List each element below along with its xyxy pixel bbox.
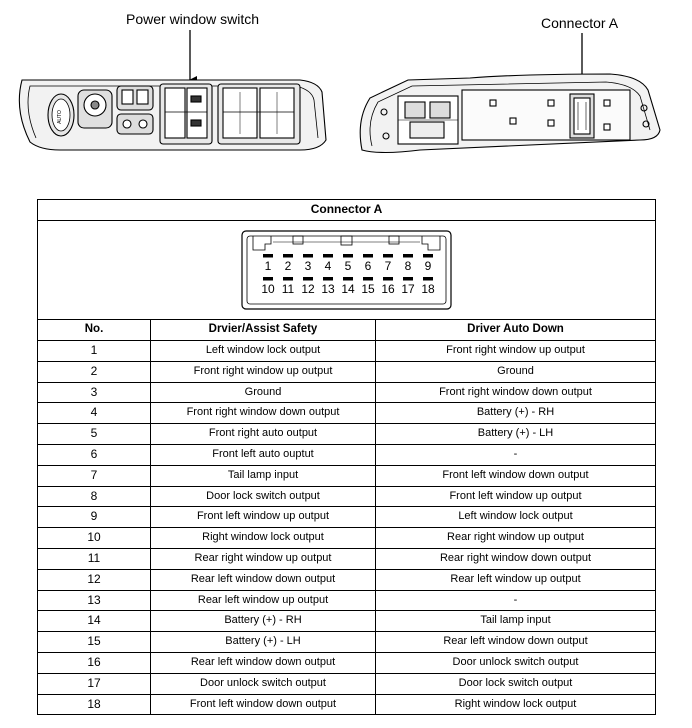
connector-diagram-cell	[38, 221, 656, 320]
power-window-switch-image	[19, 80, 326, 150]
table-header-row	[38, 320, 656, 341]
power-window-switch-label: Power window switch	[126, 11, 260, 27]
auto-down-function: Door unlock switch output	[376, 652, 656, 673]
auto-down-function: -	[376, 590, 656, 611]
auto-down-function: Rear right window down output	[376, 548, 656, 569]
safety-function: Front left auto ouptut	[151, 444, 376, 465]
table-row	[38, 548, 656, 569]
pin-no: 17	[38, 673, 151, 694]
pin-no: 13	[38, 590, 151, 611]
pin-number: 2	[284, 259, 292, 273]
pin-number: 3	[304, 259, 312, 273]
pin-no: 3	[38, 382, 151, 403]
safety-function: Right window lock output	[151, 528, 376, 549]
pin-number: 8	[404, 259, 412, 273]
table-row	[38, 694, 656, 715]
pin-no: 5	[38, 424, 151, 445]
auto-down-function: Front left window down output	[376, 465, 656, 486]
connector-a-label: Connector A	[541, 15, 619, 31]
auto-down-function: Left window lock output	[376, 507, 656, 528]
table-row	[38, 569, 656, 590]
pin-no: 14	[38, 611, 151, 632]
auto-down-function: Door lock switch output	[376, 673, 656, 694]
table-row	[38, 341, 656, 362]
auto-down-function: Rear left window up output	[376, 569, 656, 590]
safety-function: Rear left window down output	[151, 652, 376, 673]
pin-number: 11	[281, 282, 295, 296]
table-row	[38, 611, 656, 632]
pin-number: 14	[341, 282, 355, 296]
table-row	[38, 403, 656, 424]
pin-number: 15	[361, 282, 375, 296]
pin-number: 6	[364, 259, 372, 273]
auto-down-function: Rear right window up output	[376, 528, 656, 549]
table-row	[38, 424, 656, 445]
pin-no: 4	[38, 403, 151, 424]
table-row	[38, 444, 656, 465]
pin-no: 12	[38, 569, 151, 590]
pin-no: 8	[38, 486, 151, 507]
pin-number: 13	[321, 282, 335, 296]
safety-function: Door lock switch output	[151, 486, 376, 507]
safety-function: Rear left window up output	[151, 590, 376, 611]
pin-no: 10	[38, 528, 151, 549]
pin-number: 18	[421, 282, 435, 296]
table-row	[38, 632, 656, 653]
pin-number: 12	[301, 282, 315, 296]
connector-face	[241, 230, 452, 310]
auto-down-function: Front right window up output	[376, 341, 656, 362]
safety-function: Rear left window down output	[151, 569, 376, 590]
auto-down-function: Front left window up output	[376, 486, 656, 507]
auto-down-function: Front right window down output	[376, 382, 656, 403]
table-row	[38, 590, 656, 611]
safety-function: Battery (+) - RH	[151, 611, 376, 632]
pin-no: 1	[38, 341, 151, 362]
pin-rows	[38, 341, 656, 715]
table-row	[38, 673, 656, 694]
auto-down-function: Battery (+) - RH	[376, 403, 656, 424]
table-row	[38, 652, 656, 673]
safety-function: Left window lock output	[151, 341, 376, 362]
safety-function: Front right window up output	[151, 361, 376, 382]
pin-no: 7	[38, 465, 151, 486]
pin-number: 9	[424, 259, 432, 273]
table-row	[38, 465, 656, 486]
safety-function: Tail lamp input	[151, 465, 376, 486]
table-row	[38, 486, 656, 507]
pin-number: 7	[384, 259, 392, 273]
header-no: No.	[38, 320, 151, 341]
auto-down-function: Tail lamp input	[376, 611, 656, 632]
pin-no: 6	[38, 444, 151, 465]
safety-function: Rear right window up output	[151, 548, 376, 569]
table-row	[38, 361, 656, 382]
pin-no: 9	[38, 507, 151, 528]
auto-down-function: Rear left window down output	[376, 632, 656, 653]
table-row	[38, 528, 656, 549]
safety-function: Ground	[151, 382, 376, 403]
pin-no: 16	[38, 652, 151, 673]
pin-number: 17	[401, 282, 415, 296]
pin-no: 18	[38, 694, 151, 715]
safety-function: Front left window down output	[151, 694, 376, 715]
safety-function: Battery (+) - LH	[151, 632, 376, 653]
table-row	[38, 507, 656, 528]
table-title: Connector A	[38, 200, 656, 221]
header-auto-down: Driver Auto Down	[376, 320, 656, 341]
safety-function: Front right auto output	[151, 424, 376, 445]
safety-function: Door unlock switch output	[151, 673, 376, 694]
pin-number: 10	[261, 282, 275, 296]
pin-number: 16	[381, 282, 395, 296]
auto-down-function: Right window lock output	[376, 694, 656, 715]
auto-down-function: -	[376, 444, 656, 465]
pin-number: 5	[344, 259, 352, 273]
connector-a-pin-table	[37, 199, 656, 715]
switch-rear-image	[360, 74, 660, 153]
pin-number: 1	[264, 259, 272, 273]
safety-function: Front right window down output	[151, 403, 376, 424]
pin-no: 2	[38, 361, 151, 382]
switch-illustrations	[0, 0, 692, 190]
pin-number: 4	[324, 259, 332, 273]
safety-function: Front left window up output	[151, 507, 376, 528]
pin-no: 15	[38, 632, 151, 653]
pin-no: 11	[38, 548, 151, 569]
auto-down-function: Ground	[376, 361, 656, 382]
table-row	[38, 382, 656, 403]
auto-button-text: AUTO	[57, 110, 63, 124]
header-safety: Drvier/Assist Safety	[151, 320, 376, 341]
auto-down-function: Battery (+) - LH	[376, 424, 656, 445]
